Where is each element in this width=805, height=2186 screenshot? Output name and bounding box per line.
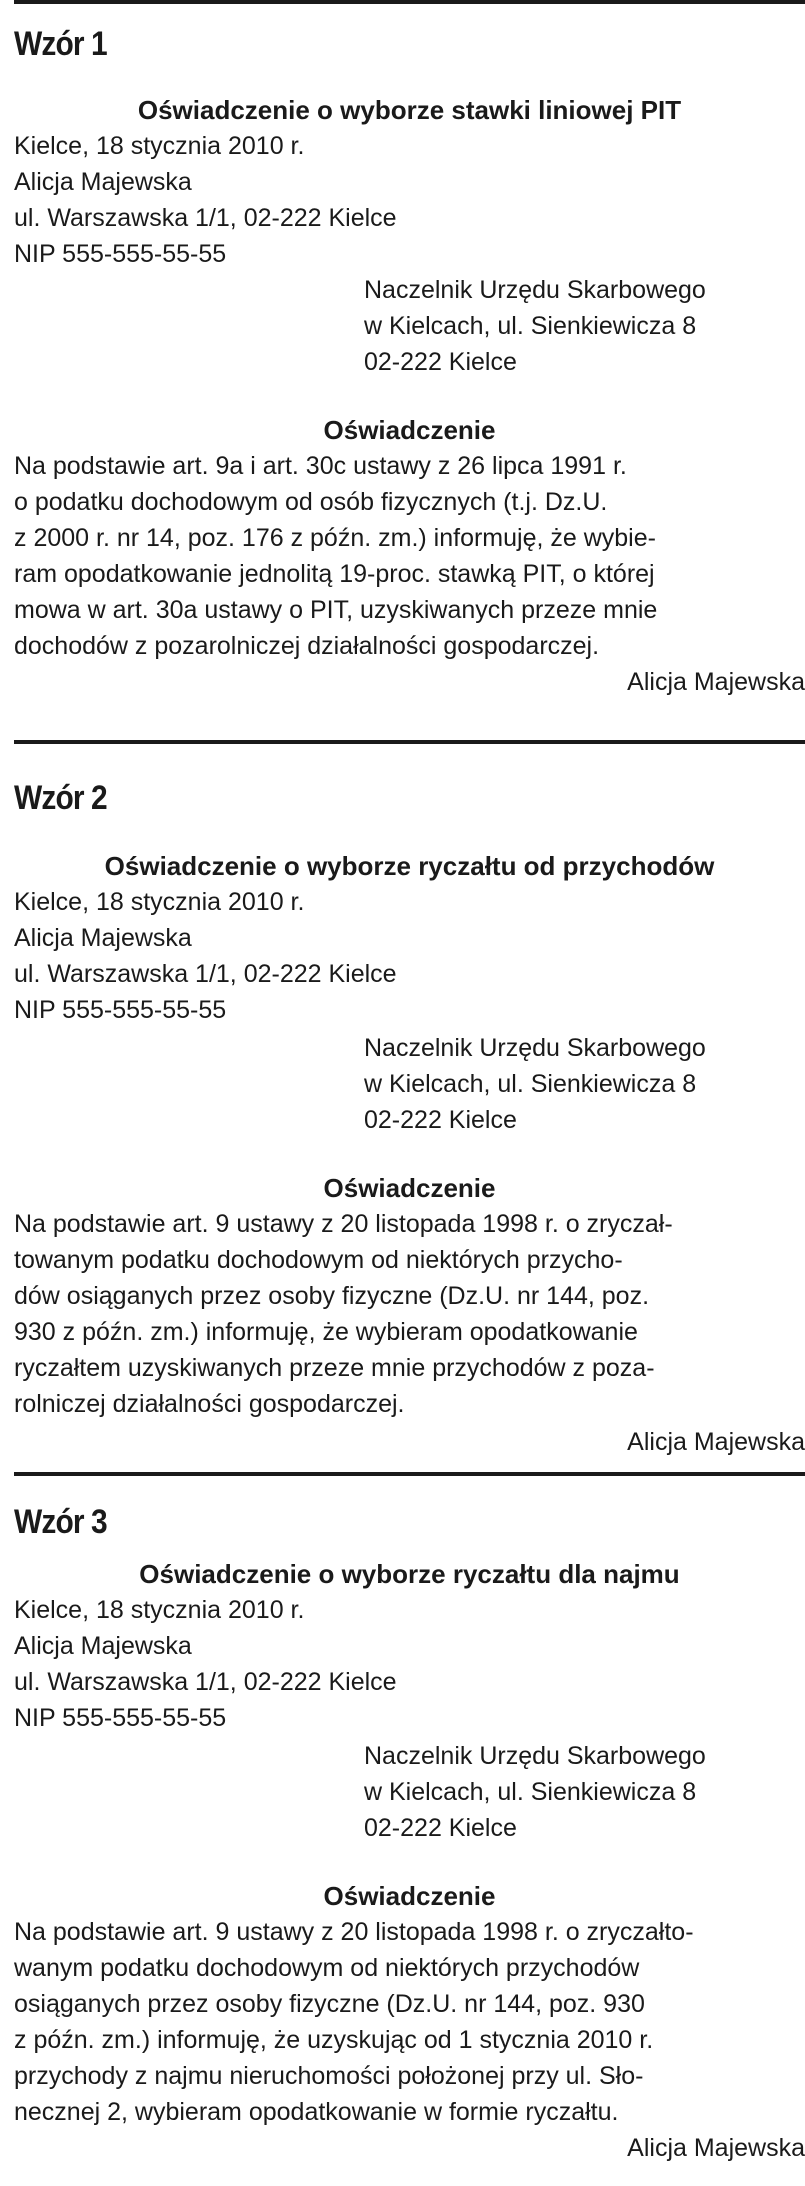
recipient-line: Naczelnik Urzędu Skarbowego [364, 276, 706, 304]
taxpayer-address: ul. Warszawska 1/1, 02-222 Kielce [14, 960, 397, 988]
section-divider [14, 0, 805, 4]
place-date: Kielce, 18 stycznia 2010 r. [14, 1596, 305, 1624]
statement-subheading: Oświadczenie [323, 415, 496, 445]
body-line: necznej 2, wybieram opodatkowanie w formie ryczałtu. [14, 2098, 619, 2126]
place-date: Kielce, 18 stycznia 2010 r. [14, 132, 305, 160]
body-line: Na podstawie art. 9a i art. 30c ustawy z 26 lipca 1991 r. [14, 452, 627, 480]
place-date: Kielce, 18 stycznia 2010 r. [14, 888, 305, 916]
taxpayer-nip: NIP 555-555-55-55 [14, 1704, 227, 1732]
recipient-line: w Kielcach, ul. Sienkiewicza 8 [364, 312, 697, 340]
body-line: mowa w art. 30a ustawy o PIT, uzyskiwanych przeze mnie [14, 596, 658, 624]
body-line: z późn. zm.) informuję, że uzyskując od 1 stycznia 2010 r. [14, 2026, 654, 2054]
body-line: dów osiąganych przez osoby fizyczne (Dz.U. nr 144, poz. [14, 1282, 650, 1310]
statement-subheading: Oświadczenie [323, 1173, 496, 1203]
body-line: ram opodatkowanie jednolitą 19-proc. stawką PIT, o której [14, 560, 655, 588]
statement-subheading: Oświadczenie [323, 1881, 496, 1911]
recipient-line: 02-222 Kielce [364, 348, 517, 376]
body-line: z 2000 r. nr 14, poz. 176 z późn. zm.) informuję, że wybie- [14, 524, 656, 552]
recipient-line: w Kielcach, ul. Sienkiewicza 8 [364, 1778, 697, 1806]
statement-title: Oświadczenie o wyborze ryczałtu od przychodów [104, 851, 715, 881]
taxpayer-name: Alicja Majewska [14, 924, 192, 952]
body-line: dochodów z pozarolniczej działalności gospodarczej. [14, 632, 600, 660]
body-line: towanym podatku dochodowym od niektórych przycho- [14, 1246, 623, 1274]
body-line: osiąganych przez osoby fizyczne (Dz.U. nr 144, poz. 930 [14, 1990, 645, 2018]
body-line: 930 z późn. zm.) informuję, że wybieram opodatkowanie [14, 1318, 638, 1346]
statement-title: Oświadczenie o wyborze ryczałtu dla najmu [139, 1559, 680, 1589]
signature: Alicja Majewska [627, 1428, 805, 1456]
statement-title: Oświadczenie o wyborze stawki liniowej PIT [137, 95, 682, 125]
recipient-line: Naczelnik Urzędu Skarbowego [364, 1742, 706, 1770]
signature: Alicja Majewska [627, 2134, 805, 2162]
taxpayer-name: Alicja Majewska [14, 1632, 192, 1660]
recipient-line: 02-222 Kielce [364, 1814, 517, 1842]
section-heading: Wzór 2 [14, 779, 107, 817]
body-line: Na podstawie art. 9 ustawy z 20 listopada 1998 r. o zryczał- [14, 1210, 673, 1238]
signature: Alicja Majewska [627, 668, 805, 696]
recipient-line: Naczelnik Urzędu Skarbowego [364, 1034, 706, 1062]
section-divider [14, 740, 805, 744]
recipient-line: w Kielcach, ul. Sienkiewicza 8 [364, 1070, 697, 1098]
section-heading: Wzór 1 [14, 25, 107, 63]
taxpayer-address: ul. Warszawska 1/1, 02-222 Kielce [14, 204, 397, 232]
recipient-line: 02-222 Kielce [364, 1106, 517, 1134]
section-heading: Wzór 3 [14, 1503, 107, 1541]
section-divider [14, 1472, 805, 1476]
body-line: wanym podatku dochodowym od niektórych przychodów [14, 1954, 640, 1982]
taxpayer-address: ul. Warszawska 1/1, 02-222 Kielce [14, 1668, 397, 1696]
taxpayer-nip: NIP 555-555-55-55 [14, 996, 227, 1024]
taxpayer-name: Alicja Majewska [14, 168, 192, 196]
body-line: o podatku dochodowym od osób fizycznych (t.j. Dz.U. [14, 488, 608, 516]
body-line: ryczałtem uzyskiwanych przeze mnie przychodów z poza- [14, 1354, 655, 1382]
body-line: Na podstawie art. 9 ustawy z 20 listopada 1998 r. o zryczałto- [14, 1918, 694, 1946]
body-line: rolniczej działalności gospodarczej. [14, 1390, 405, 1418]
taxpayer-nip: NIP 555-555-55-55 [14, 240, 227, 268]
body-line: przychody z najmu nieruchomości położonej przy ul. Sło- [14, 2062, 644, 2090]
